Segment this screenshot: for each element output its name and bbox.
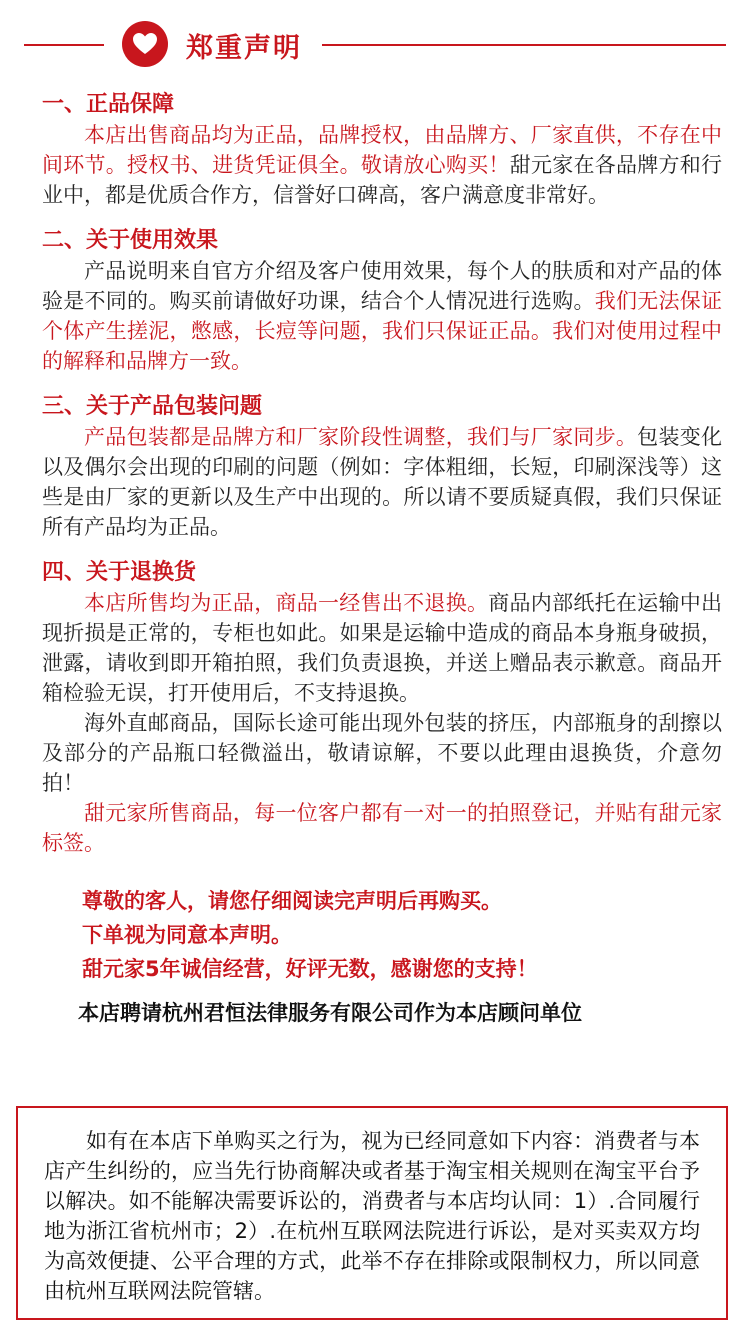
section-packaging — [42, 392, 722, 542]
section-title: 三、关于产品包装问题 — [42, 394, 263, 419]
body-text: 包装变化以及偶尔会出现的印刷的问题（例如：字体粗细，长短，印刷深浅等）这些是由厂家的更新以及生产中出现的。所以请不要质疑真假，我们只保证所有产品均为正品。 — [42, 425, 722, 539]
section-paragraph — [42, 256, 722, 376]
body-text: 甜元家在各品牌方和行业中，都是优质合作方，信誉好口碑高，客户满意度非常好。 — [42, 153, 723, 207]
divider-right — [322, 44, 726, 46]
highlight-text: 我们无法保证个体产生搓泥，憋感，长痘等问题，我们只保证正品。我们对使用过程中的解释和品牌方一致。 — [42, 289, 723, 373]
section-title: 一、正品保障 — [42, 92, 175, 117]
section-title: 二、关于使用效果 — [42, 228, 219, 253]
notice-line: 下单视为同意本声明。 — [82, 923, 292, 947]
overseas-paragraph: 海外直邮商品，国际长途可能出现外包装的挤压，内部瓶身的刮擦以及部分的产品瓶口轻微溢出，敬请谅解，不要以此理由退换货，介意勿拍！ — [42, 711, 722, 795]
heart-icon — [122, 21, 168, 67]
section-authentic — [42, 90, 722, 210]
notice-line: 尊敬的客人，请您仔细阅读完声明后再购买。 — [82, 889, 502, 913]
highlight-text: 本店所售均为正品，商品一经售出不退换。 — [84, 591, 489, 615]
agreement-text: 如有在本店下单购买之行为，视为已经同意如下内容：消费者与本店产生纠纷的，应当先行协商解决或者基于淘宝相关规则在淘宝平台予以解决。如不能解决需要诉讼的，消费者与本店均认同：1）.合同履行地为浙江省杭州市；2）.在杭州互联网法院进行诉讼，是对买卖双方均为高效便捷、公平合理的方式，此举不存在排除或限制权力，所以同意由杭州互联网法院管辖。 — [44, 1129, 700, 1303]
highlight-text: 产品包装都是品牌方和厂家阶段性调整，我们与厂家同步。 — [84, 425, 638, 449]
legal-advisor-line: 本店聘请杭州君恒法律服务有限公司作为本店顾问单位 — [78, 1001, 582, 1025]
body-text: 商品内部纸托在运输中出现折损是正常的，专柜也如此。如果是运输中造成的商品本身瓶身破损，泄露，请收到即开箱拍照，我们负责退换，并送上赠品表示歉意。商品开箱检验无误，打开使用后，不支持退换。 — [42, 591, 723, 705]
highlight-text: 甜元家所售商品，每一位客户都有一对一的拍照登记，并贴有甜元家标签。 — [42, 801, 722, 855]
section-paragraph — [42, 422, 722, 542]
page-title: 郑重声明 — [186, 33, 302, 64]
section-effect — [42, 226, 722, 376]
section-returns — [42, 558, 722, 858]
notice-line: 甜元家5年诚信经营，好评无数，感谢您的支持！ — [82, 957, 538, 981]
highlight-text: 本店出售商品均为正品，品牌授权，由品牌方、厂家直供，不存在中间环节。授权书、进货凭证俱全。敬请放心购买！ — [42, 123, 722, 177]
divider-left — [24, 44, 104, 46]
section-title: 四、关于退换货 — [42, 560, 197, 585]
label-paragraph — [42, 798, 722, 858]
customer-notice — [42, 884, 722, 986]
statement-content — [42, 90, 722, 1028]
body-text: 产品说明来自官方介绍及客户使用效果，每个人的肤质和对产品的体验是不同的。购买前请做好功课，结合个人情况进行选购。 — [42, 259, 722, 313]
section-paragraph — [42, 588, 722, 708]
section-paragraph — [42, 120, 722, 210]
agreement-box — [16, 1106, 728, 1320]
header — [0, 18, 750, 70]
